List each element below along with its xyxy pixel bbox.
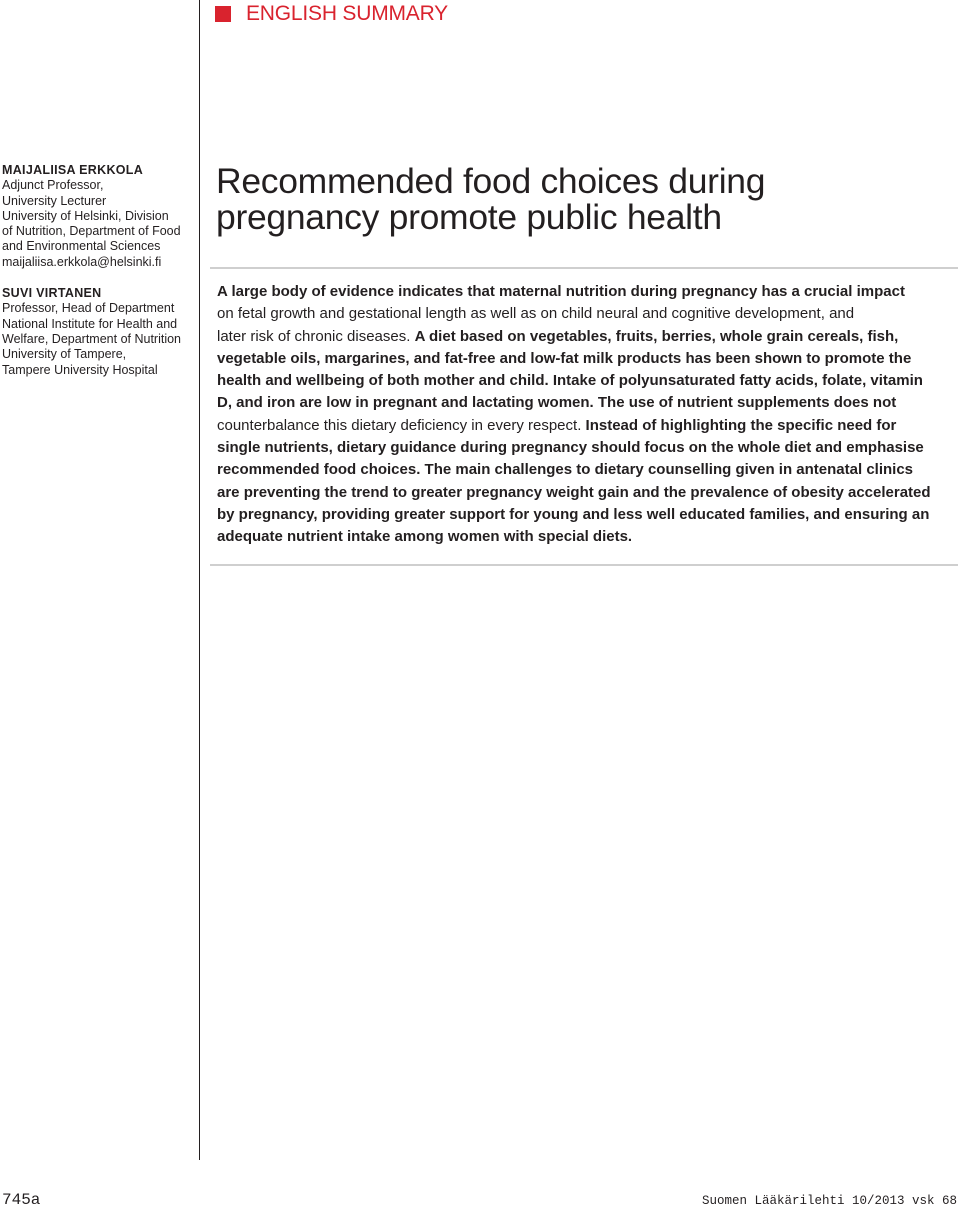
author-affiliation-line: Tampere University Hospital — [2, 362, 158, 377]
abstract-text-run: single nutrients, dietary guidance during pregnancy should focus on the whole diet and emphasise — [217, 439, 924, 457]
abstract-text-run: D, and iron are low in pregnant and lactating women. — [217, 394, 598, 412]
author-affiliation-line: University of Tampere, — [2, 347, 127, 362]
abstract-text-run: on fetal growth and gestational length as well as on child neural and cognitive development, and — [217, 305, 855, 323]
abstract-text-run: counterbalance this dietary deficiency in every respect. — [217, 416, 586, 434]
section-header — [215, 0, 448, 28]
abstract-line — [217, 326, 960, 348]
abstract-text-run: recommended food choices. — [217, 461, 425, 479]
author-affiliation-line: University of Helsinki, Division — [2, 208, 169, 223]
abstract-line — [217, 415, 960, 437]
abstract-line — [217, 348, 960, 370]
abstract-text-run: are preventing the trend to greater pregnancy weight gain and the prevalence of obesity accelerated — [217, 483, 931, 501]
abstract-text-run: Instead of highlighting the specific need for — [585, 416, 897, 434]
author-column — [2, 163, 192, 394]
author-name: SUVI VIRTANEN — [2, 286, 102, 301]
abstract-text-run: vegetable oils, margarines, and fat-free and low-fat milk products has been shown to promote the — [217, 349, 912, 367]
abstract-line — [217, 459, 960, 481]
page-number: 745a — [2, 1191, 41, 1209]
author-affiliation-line: Adjunct Professor, — [2, 178, 104, 193]
abstract-text-run: later risk of chronic diseases. — [217, 327, 415, 345]
author-block-1 — [2, 163, 192, 270]
abstract-text-run: Intake of polyunsaturated fatty acids, folate, vitamin — [552, 372, 923, 390]
journal-citation: Suomen Lääkärilehti 10/2013 vsk 68 — [701, 1194, 957, 1208]
abstract-text-run: The use of nutrient supplements does not — [597, 394, 897, 412]
title-line: Recommended food choices during — [216, 161, 766, 201]
top-divider — [210, 267, 958, 269]
abstract-line — [217, 281, 960, 303]
abstract-line — [217, 482, 960, 504]
abstract-text-run: The main challenges to dietary counselling given in antenatal clinics — [424, 461, 914, 479]
abstract-line — [217, 526, 960, 548]
section-label: ENGLISH SUMMARY — [246, 2, 448, 25]
author-email[interactable]: maijaliisa.erkkola@helsinki.fi — [2, 254, 162, 269]
abstract-line — [217, 392, 960, 414]
title-line: pregnancy promote public health — [216, 196, 722, 237]
column-divider — [199, 0, 200, 1160]
author-affiliation-line: National Institute for Health and — [2, 316, 178, 331]
author-name: MAIJALIISA ERKKOLA — [2, 163, 144, 177]
abstract-text-run: A diet based on vegetables, fruits, berries, whole grain cereals, fish, — [414, 327, 899, 345]
bottom-divider — [210, 564, 958, 566]
author-affiliation-line: University Lecturer — [2, 193, 107, 208]
abstract-line — [217, 504, 960, 526]
abstract-text-run: A large body of evidence indicates that maternal nutrition during pregnancy has a crucial impact — [217, 283, 905, 300]
abstract-line — [217, 370, 960, 392]
abstract-text-run: by pregnancy, providing greater support for young and less well educated families, and ensuring an — [217, 505, 930, 523]
section-marker-square — [215, 6, 231, 22]
abstract-body — [217, 281, 960, 549]
author-affiliation-line: of Nutrition, Department of Food — [2, 224, 181, 239]
abstract-text-run: adequate nutrient intake among women with special diets. — [217, 528, 633, 546]
author-affiliation-line: Welfare, Department of Nutrition — [2, 331, 182, 346]
author-block-2 — [2, 286, 192, 378]
abstract-line — [217, 303, 960, 325]
abstract-text-run: health and wellbeing of both mother and child. — [217, 372, 553, 390]
abstract-line — [217, 437, 960, 459]
article-title — [216, 161, 956, 237]
author-affiliation-line: Professor, Head of Department — [2, 301, 175, 316]
author-affiliation-line: and Environmental Sciences — [2, 239, 161, 254]
